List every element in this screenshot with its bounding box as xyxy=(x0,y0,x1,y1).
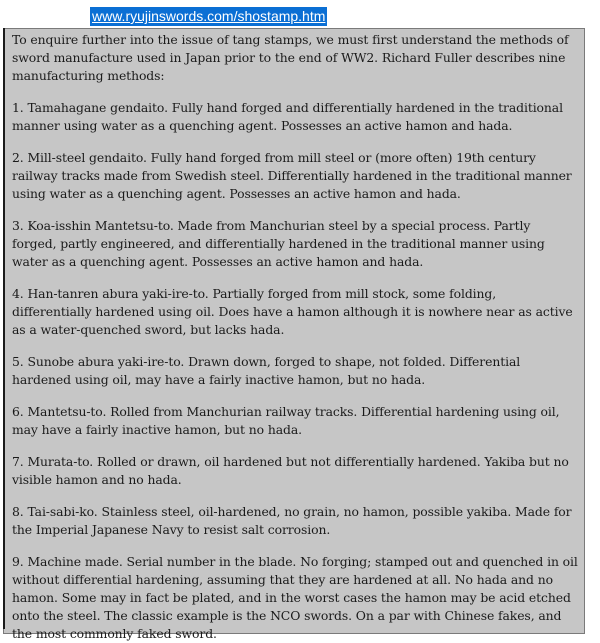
method-6-paragraph: 6. Mantetsu-to. Rolled from Manchurian railway tracks. Differential hardening using oil, may have a fairly inactive hamon, but no hada. xyxy=(12,404,560,437)
left-border-line xyxy=(3,28,5,629)
method-7-paragraph: 7. Murata-to. Rolled or drawn, oil hardened but not differentially hardened. Yakiba but no visible hamon and no hada. xyxy=(12,454,569,487)
method-2-paragraph: 2. Mill-steel gendaito. Fully hand forged from mill steel or (more often) 19th century railway tracks made from Swedish steel. Differentially hardened in the traditional manner using water as a quenching agent. Possesses an active hamon and hada. xyxy=(12,150,572,201)
source-url-link[interactable]: www.ryujinswords.com/shostamp.htm xyxy=(92,8,326,24)
method-9-paragraph: 9. Machine made. Serial number in the blade. No forging; stamped out and quenched in oil without differential hardening, assuming that they are hardened at all. No hada and no hamon. Some may in fact be plated, and in the worst cases the hamon may be acid etched onto the steel. The classic example is the NCO swords. On a par with Chinese fakes, and the most commonly faked sword. xyxy=(12,554,578,641)
method-4-paragraph: 4. Han-tanren abura yaki-ire-to. Partially forged from mill stock, some folding, differentially hardened using oil. Does have a hamon although it is nowhere near as active as a water-quenched sword, but lacks hada. xyxy=(12,286,573,337)
method-5-paragraph: 5. Sunobe abura yaki-ire-to. Drawn down, forged to shape, not folded. Differential hardened using oil, may have a fairly inactive hamon, but no hada. xyxy=(12,354,521,387)
method-3-paragraph: 3. Koa-isshin Mantetsu-to. Made from Manchurian steel by a special process. Partly forged, partly engineered, and differentially hardened in the traditional manner using water as a quenching agent. Possesses an active hamon and hada. xyxy=(12,218,545,269)
document-text-panel xyxy=(3,28,585,641)
method-1-paragraph: 1. Tamahagane gendaito. Fully hand forged and differentially hardened in the traditional manner using water as a quenching agent. Possesses an active hamon and hada. xyxy=(12,100,563,133)
method-8-paragraph: 8. Tai-sabi-ko. Stainless steel, oil-hardened, no grain, no hamon, possible yakiba. Made for the Imperial Japanese Navy to resist salt corrosion. xyxy=(12,504,572,537)
intro-paragraph: To enquire further into the issue of tang stamps, we must first understand the methods of sword manufacture used in Japan prior to the end of WW2. Richard Fuller describes nine manufacturing methods: xyxy=(12,32,569,83)
